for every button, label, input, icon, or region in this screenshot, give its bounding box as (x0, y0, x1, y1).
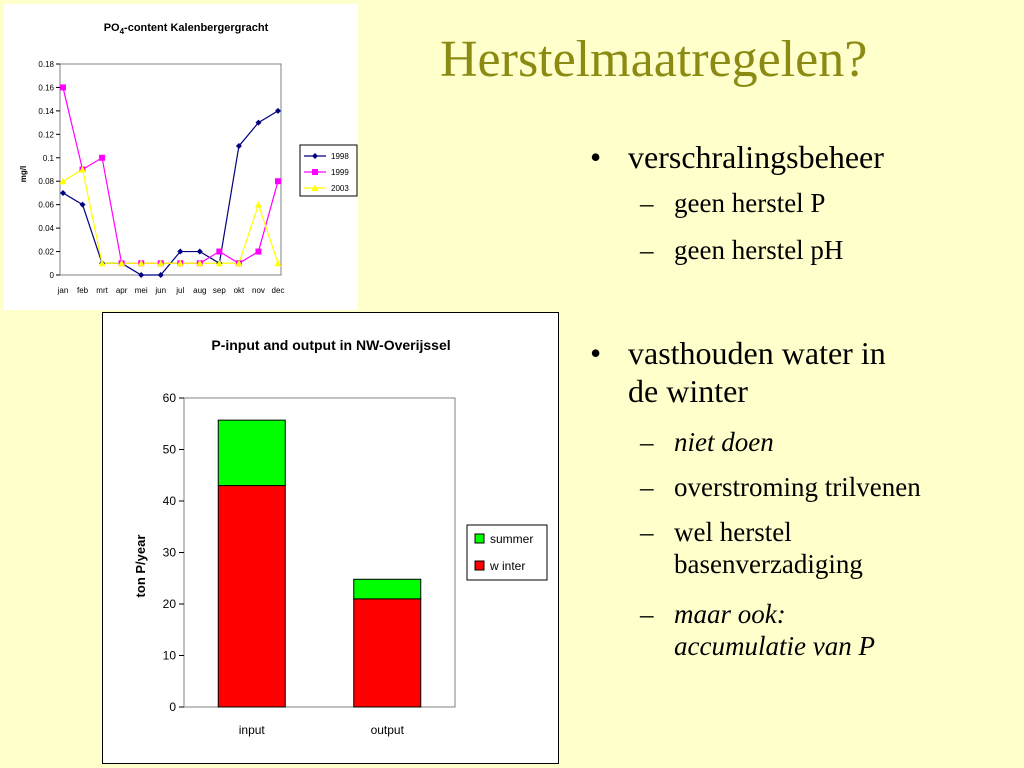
y-tick-label: 0.14 (38, 106, 54, 116)
sub-bullet-dash: – (640, 235, 654, 265)
y-tick-label: 0.08 (38, 177, 54, 187)
x-tick-label: feb (76, 286, 89, 295)
legend-swatch (475, 561, 484, 570)
chart-title: $PO_4$-content Kalenbergergracht (103, 22, 269, 36)
sub-bullet-text: niet doen (674, 427, 774, 457)
y-tick-label: 50 (162, 442, 176, 457)
y-tick-label: 40 (162, 494, 176, 508)
data-point (275, 178, 281, 184)
x-tick-label: nov (252, 286, 265, 295)
x-tick-label: mrt (96, 286, 108, 295)
bar-summer (354, 579, 421, 599)
data-point (60, 84, 66, 90)
x-tick-label: mei (134, 286, 148, 295)
x-tick-label: output (370, 723, 404, 737)
y-axis-label: mg/l (19, 165, 28, 183)
y-tick-label: 0.18 (38, 60, 54, 69)
x-tick-label: sep (212, 286, 226, 295)
y-tick-label: 0 (49, 271, 54, 280)
y-tick-label: 30 (162, 545, 176, 560)
y-axis-label: ton P/year (133, 534, 148, 598)
sub-bullet-dash: – (640, 599, 654, 629)
legend-label: 2003 (331, 184, 349, 193)
data-point (255, 201, 262, 208)
sub-bullet-dash: – (640, 188, 654, 218)
bullet-text: de winter (628, 373, 748, 409)
y-tick-label: 0.02 (38, 247, 54, 257)
plot-area (60, 64, 281, 275)
bar-summer (218, 420, 285, 485)
y-tick-label: 0.12 (38, 130, 54, 140)
legend-marker (312, 169, 318, 175)
x-tick-label: dec (271, 286, 285, 295)
line-chart (4, 4, 358, 310)
data-point (138, 272, 144, 278)
data-point (197, 249, 203, 255)
x-tick-label: aug (193, 286, 207, 295)
data-point (216, 249, 222, 255)
bullet-text: verschralingsbeheer (628, 139, 884, 175)
x-tick-label: apr (115, 286, 128, 295)
y-tick-label: 0.04 (38, 224, 54, 234)
sub-bullet-text: wel herstel basenverzadiging (674, 517, 863, 579)
y-tick-label: 20 (162, 597, 176, 611)
data-point (275, 260, 282, 267)
bar-winter (354, 599, 421, 707)
sub-bullet-text: maar ook: accumulatie van P (674, 599, 875, 661)
line-chart-panel (4, 4, 358, 310)
data-point (60, 178, 67, 185)
bullet-dot: • (590, 335, 602, 371)
legend-swatch (475, 534, 484, 543)
sub-bullet-text: geen herstel P (674, 188, 826, 218)
sub-bullet-text: overstroming trilvenen (674, 472, 921, 502)
bar-chart (103, 313, 558, 763)
sub-bullet-dash: – (640, 472, 654, 502)
x-tick-label: input (238, 723, 265, 737)
y-tick-label: 0.1 (42, 153, 54, 163)
series-line-1998 (63, 111, 278, 275)
data-point (255, 249, 261, 255)
legend-label: w inter (490, 559, 526, 573)
x-tick-label: jan (57, 286, 69, 295)
bar-winter (218, 486, 285, 707)
x-tick-label: okt (233, 286, 245, 295)
sub-bullet-text: geen herstel pH (674, 235, 844, 265)
x-tick-label: jun (155, 286, 167, 295)
bullet-text: vasthouden water in (628, 335, 886, 371)
sub-bullet-dash: – (640, 517, 654, 547)
data-point (275, 108, 281, 114)
bullet-dot: • (590, 139, 602, 175)
data-point (80, 202, 86, 208)
series-line-2003 (63, 170, 278, 264)
y-tick-label: 10 (162, 648, 176, 663)
series-line-1999 (63, 87, 278, 263)
chart-title: P-input and output in NW-Overijssel (211, 337, 451, 353)
y-tick-label: 0.16 (38, 83, 54, 93)
sub-bullet-dash: – (640, 427, 654, 457)
slide-title: Herstelmaatregelen? (440, 31, 868, 88)
y-tick-label: 60 (162, 391, 176, 405)
y-tick-label: 0 (169, 700, 176, 714)
y-tick-label: 0.06 (38, 200, 54, 210)
legend-label: 1998 (331, 152, 349, 161)
bar-chart-panel (102, 312, 559, 764)
data-point (60, 190, 66, 196)
legend-label: 1999 (331, 168, 349, 177)
x-tick-label: jul (176, 286, 185, 295)
data-point (99, 155, 105, 161)
legend-label: summer (490, 532, 534, 546)
